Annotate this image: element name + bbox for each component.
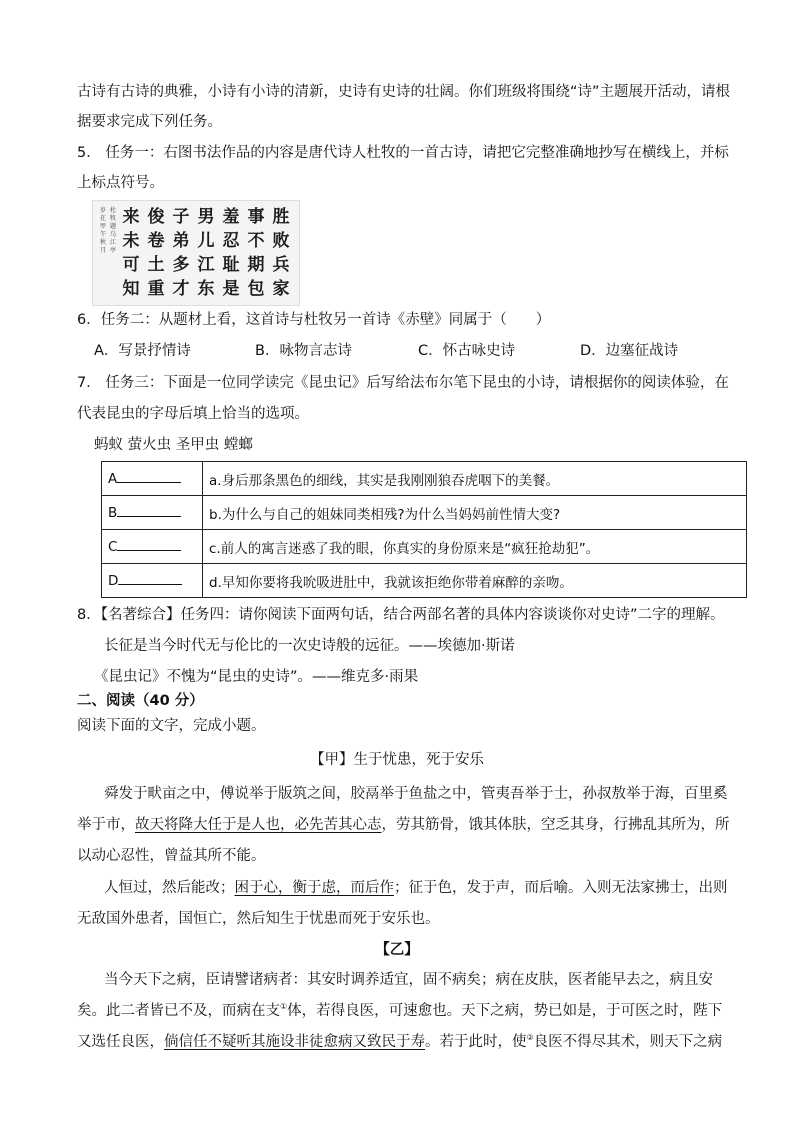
poem-line: c.前人的寓言迷惑了我的眼，你真实的身份原来是“疯狂抢劫犯”。 (203, 530, 747, 564)
answer-cell-a[interactable]: A (102, 462, 203, 496)
question-5-line-2: 上标点符号。 (77, 175, 164, 191)
calligraphy-column: 胜败兵家 (272, 207, 290, 299)
jia-line-3: 以动心忍性，曾益其所不能。 (77, 848, 266, 864)
insect-list: 蚂蚁 萤火虫 圣甲虫 螳螂 (94, 437, 253, 453)
table-row (102, 564, 747, 598)
matching-table (101, 461, 747, 598)
passage-yi-title: 【乙】 (375, 942, 419, 958)
calligraphy-column: 俊卷土重 (147, 207, 165, 299)
jia-line-5: 无敌国外患者，国恒亡，然后知生于忧患而死于安乐也。 (77, 911, 440, 927)
answer-cell-d[interactable]: D (102, 564, 203, 598)
calligraphy-column: 子弟多才 (172, 207, 190, 299)
calligraphy-inscription-1: 岁在甲午秋月 (99, 207, 106, 254)
calligraphy-column: 男儿江东 (197, 207, 215, 299)
jia-line-1: 舜发于畎亩之中，傅说举于版筑之间，胶鬲举于鱼盐之中，管夷吾举于士，孙叔敖举于海，百里奚 (104, 786, 728, 802)
jia-line-2: 举于市，故天将降大任于是人也，必先苦其心志，劳其筋骨，饿其体肤，空乏其身，行拂乱其所为，所 (77, 817, 730, 833)
question-5-line-1: 5． 任务一：右图书法作品的内容是唐代诗人杜牧的一首古诗，请把它完整准确地抄写在横线上，并标 (77, 145, 729, 161)
question-6-option-a: A．写景抒情诗 (94, 343, 191, 359)
calligraphy-column: 来未可知 (122, 207, 140, 299)
quote-snow: 长征是当今时代无与伦比的一次史诗般的远征。——埃德加·斯诺 (104, 638, 515, 654)
underlined-sentence: 故天将降大任于是人也，必先苦其心志 (135, 817, 382, 833)
calligraphy-image (92, 200, 300, 306)
calligraphy-column: 羞忍耻是 (222, 207, 240, 299)
answer-blank[interactable] (117, 538, 181, 551)
calligraphy-column: 事不期包 (247, 207, 265, 299)
poem-line: a.身后那条黑色的细线，其实是我刚刚狼吞虎咽下的美餐。 (203, 462, 747, 496)
question-6-option-d: D．边塞征战诗 (580, 343, 679, 359)
question-8-stem: 8．【名著综合】任务四：请你阅读下面两句话，结合两部名著的具体内容谈谈你对史诗”二字的理解。 (77, 607, 725, 623)
underlined-sentence: 倘信任不疑听其施设非徒愈病又致民于寿 (164, 1034, 425, 1050)
yi-line-3: 又选任良医，倘信任不疑听其施设非徒愈病又致民于寿。若于此时，使②良医不得尽其术，则天下之病 (77, 1033, 723, 1050)
yi-line-2: 矣。此二者皆已不及，而病在支①体，若得良医，可速愈也。天下之病，势已如是，于可医之时，陛下 (77, 1002, 723, 1019)
passage-jia-title: 【甲】生于忧患，死于安乐 (310, 752, 484, 768)
footnote-marker: ② (526, 1033, 534, 1043)
yi-line-1: 当今天下之病，臣请譬诸病者：其安时调养适宜，固不病矣；病在皮肤，医者能早去之，病且安 (104, 972, 713, 988)
section-heading: 二、阅读（40 分） (77, 693, 204, 709)
question-7-line-1: 7． 任务三：下面是一位同学读完《昆虫记》后写给法布尔笔下昆虫的小诗，请根据你的阅读体验，在 (77, 375, 729, 391)
intro-line-1: 古诗有古诗的典雅，小诗有小诗的清新，史诗有史诗的壮阔。你们班级将围绕“诗”主题展开活动，请根 (77, 84, 731, 100)
answer-blank[interactable] (118, 572, 182, 585)
underlined-sentence: 困于心，衡于虑，而后作 (234, 880, 394, 896)
poem-line: b.为什么与自己的姐妹同类相残?为什么当妈妈前性情大变? (203, 496, 747, 530)
jia-line-4: 人恒过，然后能改；困于心，衡于虑，而后作；征于色，发于声，而后喻。入则无法家拂士，出则 (104, 880, 728, 896)
table-row (102, 530, 747, 564)
question-7-line-2: 代表昆虫的字母后填上恰当的选项。 (77, 406, 309, 422)
calligraphy-inscription-2: 杜牧题乌江亭 (109, 207, 116, 254)
poem-line: d.早知你要将我吮吸进肚中，我就该拒绝你带着麻醉的亲吻。 (203, 564, 747, 598)
intro-line-2: 据要求完成下列任务。 (77, 114, 222, 130)
question-6-option-c: C．怀古咏史诗 (418, 343, 516, 359)
question-6-option-b: B．咏物言志诗 (255, 343, 352, 359)
table-row (102, 496, 747, 530)
answer-cell-b[interactable]: B (102, 496, 203, 530)
table-row (102, 462, 747, 496)
quote-hugo: 《昆虫记》不愧为“昆虫的史诗”。——维克多·雨果 (94, 669, 419, 685)
answer-blank[interactable] (117, 504, 181, 517)
footnote-marker: ① (280, 1002, 288, 1012)
question-6-stem: 6．任务二：从题材上看，这首诗与杜牧另一首诗《赤壁》同属于（ ） (77, 312, 551, 328)
section-instruction: 阅读下面的文字，完成小题。 (77, 718, 266, 734)
answer-cell-c[interactable]: C (102, 530, 203, 564)
answer-blank[interactable] (117, 470, 181, 483)
